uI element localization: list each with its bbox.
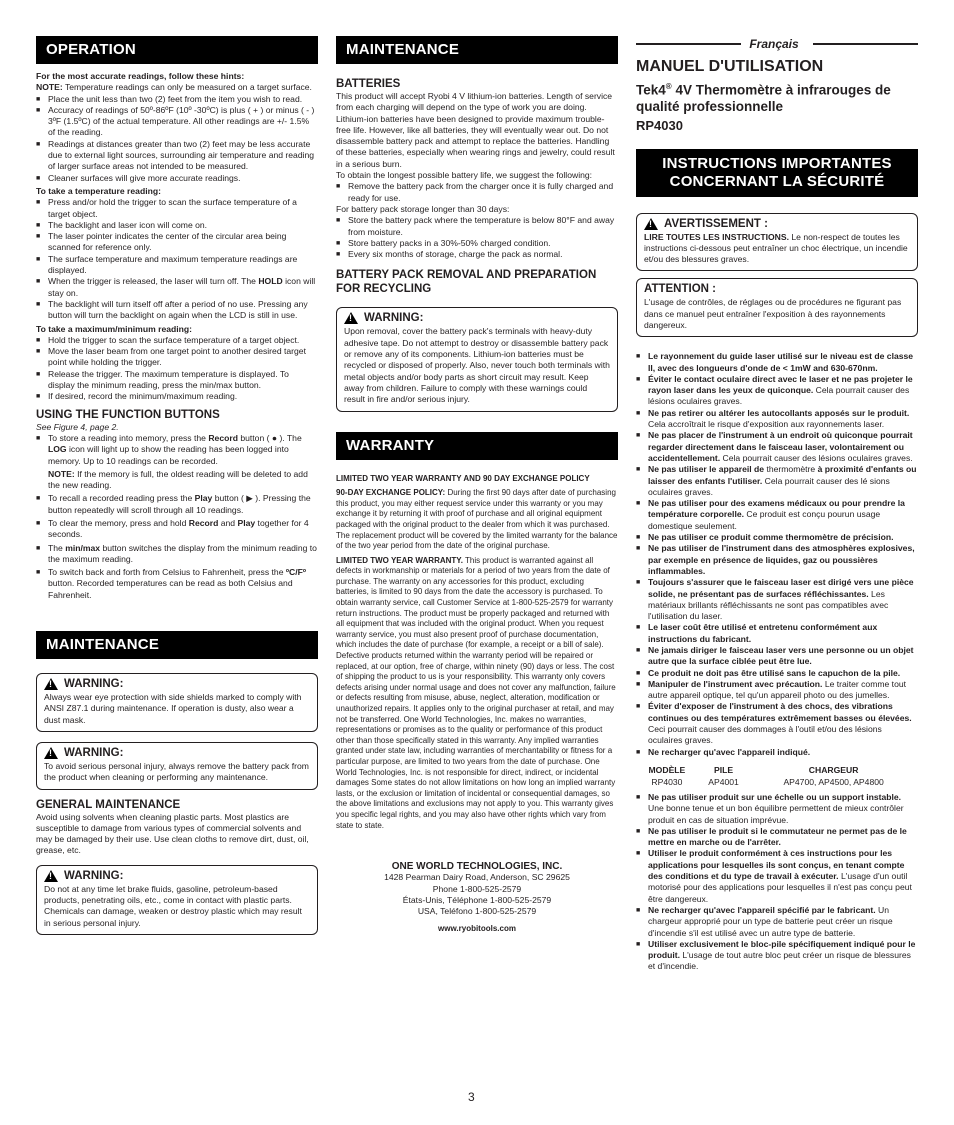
list-item: ■ The backlight will turn itself off after a period of no use. Pressing any button will turn the backlight on again when the LCD is still in use. <box>36 299 318 322</box>
warning-box: ! WARNING: Upon removal, cover the battery pack's terminals with heavy-duty adhesive tape. Do not attempt to destroy or disassemble battery pack or remove any of its components. Lithium-ion batteries must be recycled or disposed of properly. Also, never touch both terminals with metal objects and/or body parts as short circuit may result. Keep away from children. Failure to comply with these warnings could result in fire and/or serious injury. <box>336 307 618 411</box>
list-item: ■ The laser pointer indicates the center of the circular area being scanned for reference only. <box>36 231 318 254</box>
batteries-title: BATTERIES <box>336 78 401 90</box>
list-item: ■ Store the battery pack where the temperature is below 80°F and away from moisture. <box>336 215 618 238</box>
list-item: ■ Le laser coût être utilisé et entretenu conformément aux instructions du fabricant. <box>636 622 918 645</box>
safety-rules <box>636 351 918 758</box>
list-item: ■ To clear the memory, press and hold Record and Play together for 4 seconds. <box>36 518 318 541</box>
safety-header: INSTRUCTIONS IMPORTANTES CONCERNANT LA SÉCURITÉ <box>636 149 918 197</box>
list-item: ■ Hold the trigger to scan the surface temperature of a target object. <box>36 335 318 346</box>
list-item: ■ Utiliser le produit conformément à ces instructions pour les applications pour lesquelles ils sont conçus, en tenant compte des conditions et du type de travail à exécuter. L'usage d'un outil motorisé pour des applications pour lesquelles il n'est pas conçu peut être dangereux. <box>636 848 918 904</box>
phone: Phone 1-800-525-2579 <box>432 883 522 894</box>
warning-icon <box>44 747 58 759</box>
warranty-title: LIMITED TWO YEAR WARRANTY AND 90 DAY EXCHANGE POLICY <box>336 473 590 483</box>
list-item: ■ Ne pas utiliser le appareil de thermomètre à proximité d'enfants ou laisser des enfants l'utiliser. Cela pourrait causer des lé sions oculaires graves. <box>636 464 918 498</box>
column-francais <box>636 36 918 973</box>
safety-rules-2 <box>636 792 918 973</box>
operation-header: OPERATION <box>36 36 318 64</box>
removal-title: BATTERY PACK REMOVAL AND PREPARATION FOR RECYCLING <box>336 269 597 296</box>
battery-list <box>336 181 618 204</box>
list-item: ■ Utiliser exclusivement le bloc-pile spécifiquement indiqué pour le produit. L'usage de tout autre bloc peut créer un risque de blessures et d'incendie. <box>636 939 918 973</box>
warning-icon <box>44 678 58 690</box>
list-item: ■ Éviter d'exposer de l'instrument à des chocs, des vibrations continues ou des températures extrêmement basses ou élevées. Ceci pourrait causer des dommages à l'outil et/ou des lésions oculaires graves. <box>636 701 918 746</box>
list-item: ■ Cleaner surfaces will give more accurate readings. <box>36 173 318 184</box>
list-item: ■ Remove the battery pack from the charger once it is fully charged and ready for use. <box>336 181 618 204</box>
take-max-list <box>36 335 318 403</box>
function-list <box>36 433 318 601</box>
general-maintenance-text: Avoid using solvents when cleaning plastic parts. Most plastics are susceptible to damage from various types of commercial solvents and may be damaged by their use. Use clean cloths to remove dirt, dust, oil, grease, etc. <box>36 811 309 856</box>
note: NOTE: Temperature readings can only be measured on a target surface. <box>36 82 312 93</box>
list-item: ■ Ne recharger qu'avec l'appareil spécifié par le fabricant. Un chargeur approprié pour un type de batterie peut créer un risque d'incendie s'il est utilisé avec un autre type de batterie. <box>636 905 918 939</box>
list-item: ■ Ne pas placer de l'instrument à un endroit où quiconque pourrait regarder directement dans le faisceau laser, volontairement ou accidentellement. Cela pourrait causer des lésions oculaires graves. <box>636 430 918 464</box>
list-item: ■ To store a reading into memory, press the Record button ( ● ). The LOG icon will light up to show the reading has been logged into memory. Up to 10 readings can be recorded. NOTE: If the memory is full, the oldest reading will be deleted to add the new reading. <box>36 433 318 491</box>
take-max-title: To take a maximum/minimum reading: <box>36 323 192 334</box>
language-label: Français <box>749 37 799 51</box>
list-item: ■ The min/max button switches the display from the minimum reading to the maximum reading. <box>36 543 318 566</box>
list-item: ■ To switch back and forth from Celsius to Fahrenheit, press the ºC/Fº button. Recorded temperatures can be read as both Celsius and Fahrenheit. <box>36 567 318 601</box>
model-number: RP4030 <box>636 117 683 133</box>
maintenance-header: MAINTENANCE <box>336 36 618 64</box>
list-item: ■ Ne pas retirer ou altérer les autocollants apposés sur le produit. Cela accroîtrait le risque d'exposition aux rayonnements laser. <box>636 408 918 431</box>
product-title: Tek4® 4V Thermomètre à infrarouges de qualité professionnelle <box>636 82 891 114</box>
website-link[interactable]: www.ryobitools.com <box>438 923 516 933</box>
table-row: RP4030 AP4001 AP4700, AP4500, AP4800 <box>651 776 884 787</box>
table-header: MODÈLE <box>648 764 686 775</box>
attention-box: ATTENTION : L'usage de contrôles, de réglages ou de procédures ne figurant pas dans ce manuel peut entraîner l'exposition à des rayonnements dangereux. <box>636 278 918 337</box>
phone: États-Unis, Téléphone 1-800-525-2579 <box>402 895 552 906</box>
list-item: ■ Ce produit ne doit pas être utilisé sans le capuchon de la pile. <box>636 668 918 679</box>
language-bar <box>636 36 918 52</box>
list-item: ■ Every six months of storage, charge the pack as normal. <box>336 249 618 260</box>
paragraph: For battery pack storage longer than 30 days: <box>336 203 510 214</box>
paragraph: Lithium-ion batteries have been designed to provide maximum trouble-free life. However, like all batteries, they will eventually wear out. Do not disassemble battery pack and attempt to replace the batteries. Handling of these batteries, especially when wearing rings and jewelry, could result in a serious burn. <box>336 113 615 169</box>
see-figure: See Figure 4, page 2. <box>36 421 119 432</box>
hints-list <box>36 94 318 184</box>
list-item: ■ If desired, record the minimum/maximum reading. <box>36 391 318 402</box>
list-item: ■ Manipuler de l'instrument avec précaution. Le traiter comme tout autre appareil optique, tel qu'un appareil photo ou des jumelles. <box>636 679 918 702</box>
column-maintenance-warranty <box>336 36 618 934</box>
list-item: ■ Ne recharger qu'avec l'appareil indiqué. <box>636 747 918 758</box>
table-header: CHARGEUR <box>808 764 859 775</box>
list-item: ■ Ne pas utiliser produit sur une échelle ou un support instable. Une bonne tenue et un bon équilibre permettent de mieux contrôler produit en cas de situation imprévue. <box>636 792 918 826</box>
warning-icon <box>644 218 658 230</box>
paragraph: To obtain the longest possible battery life, we suggest the following: <box>336 170 593 181</box>
page-number: 3 <box>468 1090 475 1104</box>
warranty-header: WARRANTY <box>336 432 618 460</box>
column-operation <box>36 36 318 935</box>
list-item: ■ Éviter le contact oculaire direct avec le laser et ne pas projeter le rayon laser dans les yeux de quiconque. Cela pourrait causer des lésions oculaires graves. <box>636 374 918 408</box>
list-item: ■ Press and/or hold the trigger to scan the surface temperature of a target object. <box>36 197 318 220</box>
model-table <box>636 764 918 788</box>
company-name: ONE WORLD TECHNOLOGIES, INC. <box>391 861 563 873</box>
warning-icon <box>344 312 358 324</box>
list-item: ■ Ne pas utiliser le produit si le commutateur ne permet pas de le mettre en marche ou de l'arrêter. <box>636 826 918 849</box>
list-item: ■ Ne jamais diriger le faisceau laser vers une personne ou un objet autre que la surface ciblée peut être lue. <box>636 645 918 668</box>
general-maintenance-title: GENERAL MAINTENANCE <box>36 798 181 811</box>
company-address: 1428 Pearman Dairy Road, Anderson, SC 29625 <box>384 872 570 883</box>
exchange-policy: 90-DAY EXCHANGE POLICY: During the first 90 days after date of purchasing this product, you may either request service under this warranty or you may exchange it by returning it with proof of purchase and all original equipment packaged with the original product to the dealer from which it was purchased. The replacement product will be covered by the limited warranty for the balance of the two year period from the date of the original purchase. <box>336 488 618 551</box>
phone: USA, Teléfono 1-800-525-2579 <box>417 906 537 917</box>
warning-box: ! WARNING: To avoid serious personal injury, always remove the battery pack from the product when cleaning or performing any maintenance. <box>36 742 318 790</box>
take-temp-title: To take a temperature reading: <box>36 185 161 196</box>
list-item: ■ Release the trigger. The maximum temperature is displayed. To display the minimum reading, press the min/max button. <box>36 369 318 392</box>
function-buttons-title: USING THE FUNCTION BUTTONS <box>36 408 220 421</box>
list-item: ■ Ne pas utiliser de l'instrument dans des atmosphères explosives, par exemple en présence de liquides, gaz ou poussières inflammables. <box>636 543 918 577</box>
list-item: ■ Move the laser beam from one target point to another desired target point while holding the trigger. <box>36 346 318 369</box>
take-temp-list <box>36 197 318 321</box>
storage-list <box>336 215 618 260</box>
list-item: ■ When the trigger is released, the laser will turn off. The HOLD icon will stay on. <box>36 276 318 299</box>
avertissement-box: ! AVERTISSEMENT : LIRE TOUTES LES INSTRUCTIONS. Le non-respect de toutes les instructions ci-dessous peut entraîner un choc électrique, un incendie et/ou des blessures graves. <box>636 213 918 272</box>
limited-warranty: LIMITED TWO YEAR WARRANTY. This product is warranted against all defects in workmanship or materials for a period of two years from the date of purchase. The warranty on any accessories for this product, excluding batteries, is limited to 90 days from the date the accessory is purchased. To obtain warranty service, call Customer Service at 1-800-525-2579 for warranty return instructions. The product must be properly packaged and returned with all equipment that was included with the original product. When you request warranty service, you must also present proof of purchase documentation, which includes the date of purchase (for example, a receipt or a bill of sale). Defective products returned within the warranty period will be repaired or replaced, at our option, free of charge, within ninety (90) days or less. The cost of shipping the product to us is your responsibility. This warranty only covers defects arising under normal usage and does not cover any malfunction, failure or defects resulting from misuse, abuse, neglect, alteration, modification or unauthorized repairs. It applies only to the original purchaser at retail, and may not be transferred. One World Technologies, Inc. makes no warranties, representations or promises as to the quality or performance of this product other than those specifically stated in this warranty. Any implied warranties granted under state law, including warranties of merchantability or fitness for a particular purpose, are limited to two years from the date of purchase. One World Technologies, Inc. is not responsible for direct, indirect, or incidental damages Some states do not allow limitations on how long an implied warranty lasts, or the exclusion or limitation of incidental or consequential damages, so the above limitations and exclusions may not apply to you. This warranty gives you specific legal rights, and you may also have other rights which vary from state to state. <box>336 555 616 830</box>
paragraph: This product will accept Ryobi 4 V lithium-ion batteries. Length of service from each charging will depend on the type of work you are doing. <box>336 91 613 113</box>
table-header: PILE <box>713 764 734 775</box>
list-item: ■ Le rayonnement du guide laser utilisé sur le niveau est de classe II, avec des longueurs d'onde de < 1mW and 630-670nm. <box>636 351 918 374</box>
manual-title: MANUEL D'UTILISATION <box>636 58 824 75</box>
list-item: ■ Toujours s'assurer que le faisceau laser est dirigé vers une pièce solide, ne présentant pas de surfaces réfléchissantes. Les matériaux brillants réfléchissants ne sont pas compatibles avec l'utilisation du laser. <box>636 577 918 622</box>
hints-title: For the most accurate readings, follow these hints: <box>36 71 245 81</box>
list-item: ■ Accuracy of readings of 50º-86ºF (10º -30ºC) is plus ( + ) or minus ( - ) 3ºF (1.5ºC) of the actual temperature. All other readings are +/- 1.5% of the reading. <box>36 105 318 139</box>
list-item: ■ The backlight and laser icon will come on. <box>36 220 318 231</box>
list-item: ■ Place the unit less than two (2) feet from the item you wish to read. <box>36 94 318 105</box>
list-item: ■ Readings at distances greater than two (2) feet may be less accurate due to external light sources, surrounding air temperature and reading of larger surface areas not intended to be measured. <box>36 139 318 173</box>
list-item: ■ Store battery packs in a 30%-50% charged condition. <box>336 238 618 249</box>
list-item: ■ The surface temperature and maximum temperature readings are displayed. <box>36 254 318 277</box>
warning-box: ! WARNING: Do not at any time let brake fluids, gasoline, petroleum-based products, penetrating oils, etc., come in contact with plastic parts. Chemicals can damage, weaken or destroy plastic which may result in serious personal injury. <box>36 865 318 935</box>
list-item: ■ To recall a recorded reading press the Play button ( ▶ ). Pressing the button repeatedly will scroll through all 10 readings. <box>36 493 318 516</box>
list-item: ■ Ne pas utiliser ce produit comme thermomètre de précision. <box>636 532 918 543</box>
maintenance-header: MAINTENANCE <box>36 631 318 659</box>
warning-icon <box>44 870 58 882</box>
warning-box: ! WARNING: Always wear eye protection with side shields marked to comply with ANSI Z87.1 during maintenance. If operation is dusty, also wear a dust mask. <box>36 673 318 732</box>
list-item: ■ Ne pas utiliser pour des examens médicaux ou pour prendre la température corporelle. Ce produit est conçu pourun usage domestique seulement. <box>636 498 918 532</box>
